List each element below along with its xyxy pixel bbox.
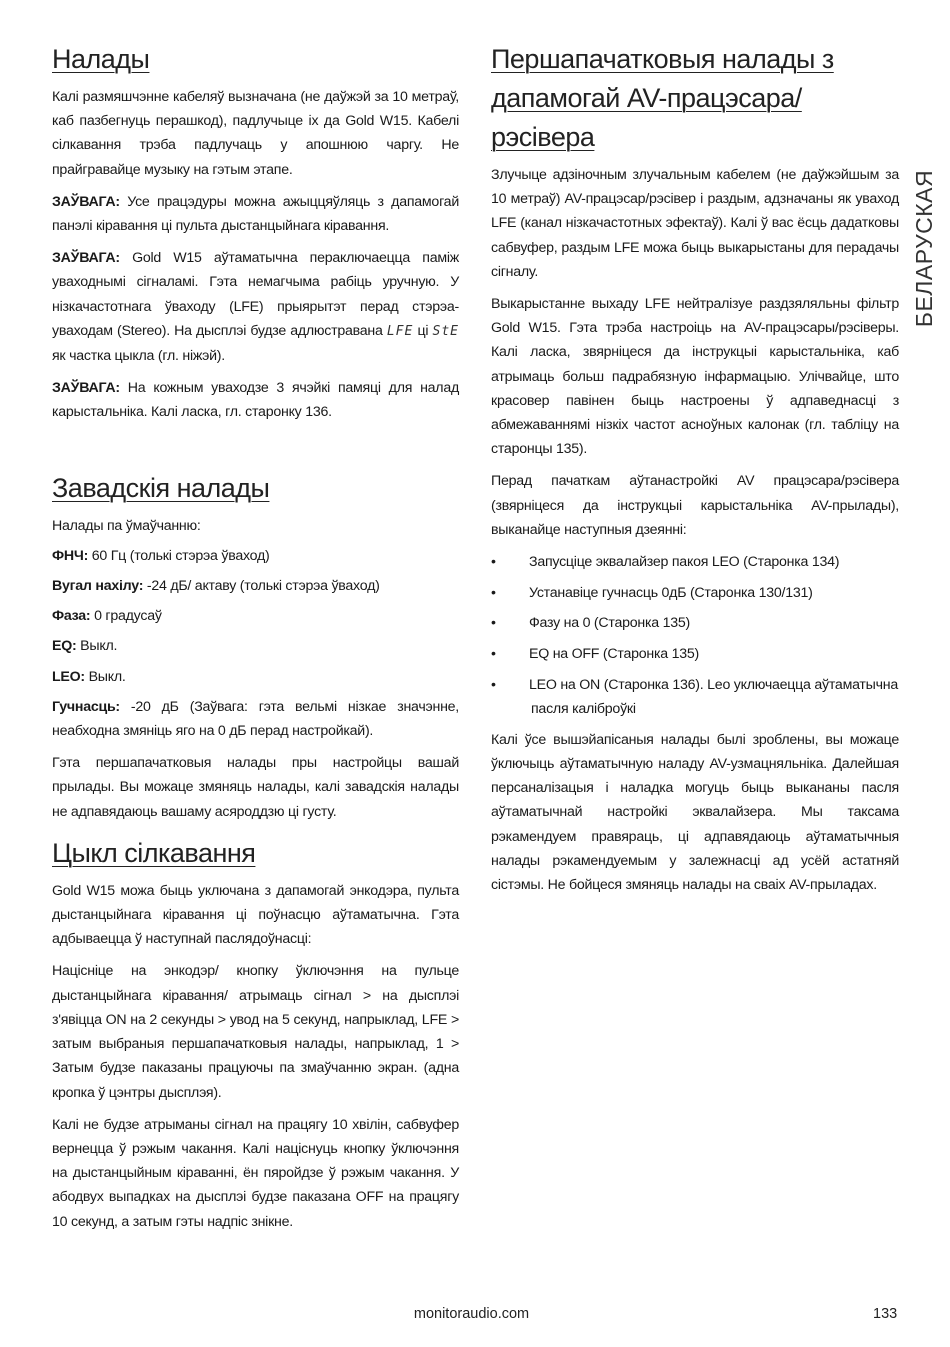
note-label: ЗАЎВАГА: — [52, 250, 120, 267]
av-paragraph-3: Перад пачаткам аўтанастройкі AV працэсара/рэсівера (звярніцеся да інструкцыі карыстальніка AV-прылады), выканайце наступныя дзеянні: — [491, 473, 899, 538]
setting-label: Фаза: — [52, 608, 91, 625]
settings-section — [52, 40, 459, 425]
page-number: 133 — [873, 1306, 898, 1322]
setting-value: 0 градусаў — [90, 608, 162, 625]
power-section — [52, 834, 459, 1234]
list-item — [491, 550, 899, 574]
list-item-continuation: пасля каліброўкі — [531, 701, 636, 718]
bullet-icon: • — [491, 615, 496, 632]
list-item — [491, 673, 899, 721]
factory-outro: Гэта першапачатковыя налады пры настройцы вашай прылады. Вы можаце змяняць налады, калі завадскія налады не адпавядаюць вашаму асяроддзю ці густу. — [52, 755, 459, 820]
list-item-text: Фазу на 0 (Старонка 135) — [529, 615, 690, 632]
power-paragraph-1: Gold W15 можа быць уключана з дапамогай энкодэра, пульта дыстанцыйнага кіравання ці поўнасцю аўтаматычна. Гэта адбываецца ў наступнай паслядоўнасці: — [52, 882, 459, 948]
note-text: ці — [413, 322, 433, 339]
settings-heading: Налады — [52, 44, 150, 74]
setting-value: Выкл. — [76, 638, 118, 655]
list-item — [491, 642, 899, 666]
power-paragraph-3: Калі не будзе атрыманы сігнал на працягу 10 хвілін, сабвуфер вернецца ў рэжым чакання. Калі націснуць кнопку ўключэння на дыстанцыйным кіраванні, ён пяройдзе ў рэжым чакання. У абодвух выпадках на дысплэі будзе паказана OFF на працягу 10 секунд, а затым гэты надпіс знікне. — [52, 1116, 459, 1230]
bullet-icon: • — [491, 554, 496, 571]
language-tab — [908, 168, 942, 328]
factory-volume — [52, 695, 459, 743]
factory-heading: Завадскія налады — [52, 472, 270, 503]
setting-label: ФНЧ: — [52, 547, 89, 564]
bullet-icon: • — [491, 676, 496, 693]
factory-intro: Налады па ўмаўчанню: — [52, 517, 201, 534]
factory-slope — [52, 574, 459, 598]
list-item — [491, 611, 899, 635]
note-text: як частка цыкла (гл. ніжэй). — [52, 348, 225, 365]
bullet-icon: • — [491, 646, 496, 663]
setting-value: -20 дБ (Заўвага: гэта вельмі нізкае значэнне, неабходна змяніць яго на 0 дБ перад настройкай). — [52, 698, 459, 740]
power-paragraph-2: Націсніце на энкодэр/ кнопку ўключэння на пульце дыстанцыйнага кіравання/ атрымаць сігнал > на дысплэі з'явіцца ON на 2 секунды > увод на 5 секунд, напрыклад, LFE > затым выбраныя першапачатковыя налады, напрыклад, 1 > Затым будзе паказаны працуючы па змаўчанню экран. (адна кропка ў цэнтры дысплэя). — [52, 963, 459, 1101]
settings-paragraph: Калі размяшчэнне кабеляў вызначана (не даўжэй за 10 метраў, каб пазбегнуць перашкод), падлучыце іх да Gold W15. Кабелі сілкавання трэба падлучаць у апошнюю чаргу. Не прайгравайце музыку на гэтым этапе. — [52, 89, 459, 178]
av-paragraph-4: Калі ўсе вышэйапісаныя налады былі зроблены, вы можаце ўключыць аўтаматычную наладу AV-узмацняльніка. Далейшая персаналізацыя і наладка могуць быць выкананы пасля аўтаматычнай настройкі эквалайзера. Мы таксама рэкамендуем правяраць, ці адпавядаюць аўтаматычныя налады рэкамендуемым у залежнасці ад усёй астатняй сістэмы. Не бойцеся змяняць налады на сваіх AV-прыладах. — [491, 731, 899, 893]
footer-url: monitoraudio.com — [413, 1306, 530, 1322]
av-steps-list — [491, 550, 899, 721]
display-ste-readout: StE — [432, 323, 459, 339]
setting-value: Выкл. — [84, 668, 126, 685]
setting-value: 60 Гц (толькі стэрэа ўваход) — [88, 547, 270, 564]
av-paragraph-1: Злучыце адзіночным злучальным кабелем (не даўжэйшым за 10 метраў) AV-працэсар/рэсівер і раздым, адзначаны як уваход LFE (канал нізкачастотных эфектаў). Калі ў вас ёсць дадатковы сабвуфер, раздым LFE можа быць выкарыстаны для перадачы сігналу. — [491, 167, 899, 280]
note-label: ЗАЎВАГА: — [52, 193, 120, 210]
list-item-text: EQ на OFF (Старонка 135) — [529, 646, 699, 663]
av-setup-heading: Першапачатковыя налады з дапамогай AV-працэсара/рэсівера — [491, 44, 834, 152]
left-column — [52, 40, 459, 1242]
list-item-text: Устанавіце гучнасць 0дБ (Старонка 130/131) — [529, 584, 813, 601]
setting-value: -24 дБ/ актаву (толькі стэрэа ўваход) — [143, 578, 380, 595]
factory-phase — [52, 604, 459, 628]
factory-leo — [52, 665, 459, 689]
factory-lpf — [52, 544, 459, 568]
setting-label: Вугал нахілу: — [52, 578, 144, 595]
factory-eq — [52, 634, 459, 658]
setting-label: EQ: — [52, 638, 77, 655]
note-label: ЗАЎВАГА: — [52, 380, 120, 397]
list-item-text: Запусціце эквалайзер пакоя LEO (Старонка 134) — [529, 554, 840, 571]
factory-section — [52, 469, 459, 824]
note-text: Gold W15 аўтаматычна пераключаецца паміж уваходнымі сігналамі. Гэта немагчыма рабіць уручную. У нізкачастотнага ўваходу (LFE) прыярытэт перад стэрэа-уваходам (Stereo). На дысплэі будзе адлюстравана — [52, 250, 459, 339]
language-tab-label: БЕЛАРУСКАЯ — [911, 169, 938, 327]
setting-label: LEO: — [52, 668, 85, 685]
settings-note-3 — [52, 376, 459, 424]
right-column — [491, 40, 899, 905]
note-text: На кожным уваходзе 3 ячэйкі памяці для налад карыстальніка. Калі ласка, гл. старонку 136. — [52, 380, 459, 421]
settings-note-2 — [52, 246, 459, 368]
bullet-icon: • — [491, 584, 496, 601]
av-paragraph-2: Выкарыстанне выхаду LFE нейтралізуе раздзяляльны фільтр Gold W15. Гэта трэба настроіць на AV-працэсары/рэсіверы. Калі ласка, звярніцеся да інструкцыі карыстальніка, каб атрымаць больш падрабязную інфармацыю. Улічвайце, што красовер павінен быць настроены ў адпаведнасці з абмежаваннямі нізкіх частот асноўных калонак (гл. табліцу на старонцы 135). — [491, 296, 899, 458]
power-heading: Цыкл сілкавання — [52, 837, 256, 868]
note-text: Усе працэдуры можна ажыццяўляць з дапамогай панэлі кіравання ці пульта дыстанцыйнага кіравання. — [52, 193, 459, 235]
setting-label: Гучнасць: — [52, 698, 120, 715]
settings-note-1 — [52, 190, 459, 238]
list-item-text: LEO на ON (Старонка 136). Leo уключаецца аўтаматычна — [529, 676, 898, 693]
list-item — [491, 581, 899, 605]
display-lfe-readout: LFE — [386, 323, 414, 339]
